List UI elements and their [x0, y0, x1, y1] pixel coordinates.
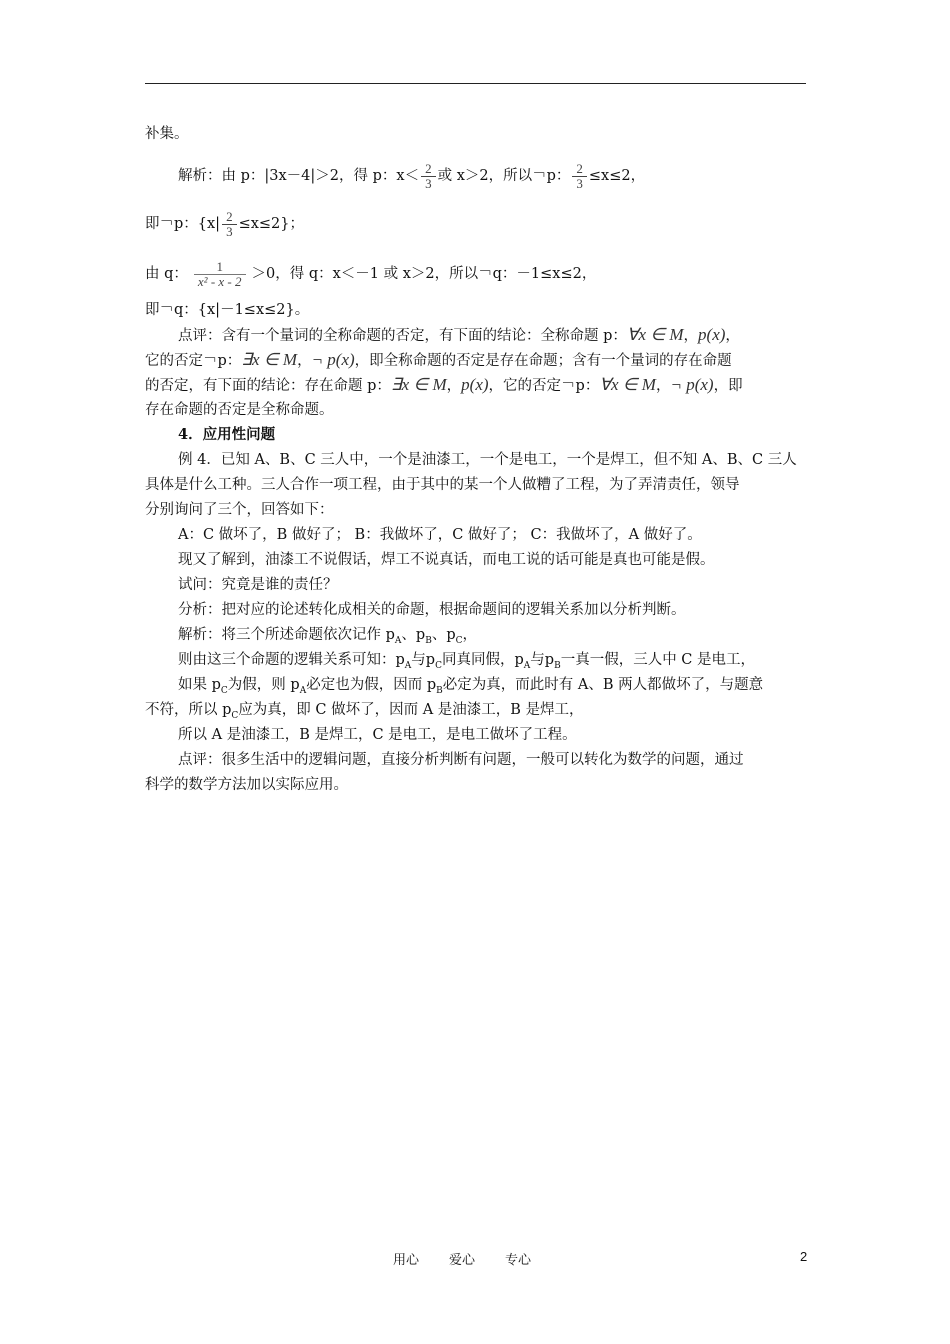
- text-span: 例 4．已知 A、B、C 三人中，一个是油漆工，一个是电工，一个是焊工，但不知 A、B、C 三人: [178, 452, 797, 468]
- text-line-21: [145, 700, 584, 726]
- math-not-px: ¬ p(x): [670, 375, 714, 394]
- text-line-2: [178, 162, 645, 190]
- text-span: ，: [655, 378, 671, 394]
- subscript: B: [554, 660, 561, 671]
- math-px: p(x): [461, 375, 489, 394]
- text-span: 一真一假，三人中 C 是电工，: [560, 652, 756, 668]
- text-span: 则由这三个命题的逻辑关系可知：: [178, 652, 396, 668]
- text-line-18: [178, 625, 477, 651]
- text-line-14: [178, 525, 702, 545]
- text-line-17: [178, 600, 686, 620]
- text-line-11: [178, 450, 797, 470]
- frac-num: 2: [576, 161, 583, 176]
- frac-num: 2: [226, 209, 233, 224]
- subscript: B: [425, 635, 432, 646]
- text-span: ≤x≤2，: [588, 168, 646, 185]
- text-line-13: [145, 500, 334, 520]
- footer-text: 用心: [393, 1253, 420, 1268]
- text-span: 4．应用性问题: [178, 426, 276, 443]
- frac-den: 3: [421, 176, 436, 191]
- text-span: 同真同假，: [441, 652, 515, 668]
- text-line-5: [145, 300, 309, 320]
- text-span: 分析：把对应的论述转化成相关的命题，根据命题间的逻辑关系加以分析判断。: [178, 602, 686, 618]
- text-line-23: [178, 750, 744, 770]
- footer-text: 专心: [505, 1253, 532, 1268]
- text-line-7: [145, 350, 732, 371]
- text-span: 必定也为假，因而: [306, 677, 423, 693]
- text-span: p: [385, 627, 395, 643]
- section-heading: [178, 425, 275, 445]
- frac-den: 3: [222, 224, 237, 239]
- text-span: p: [415, 627, 426, 643]
- text-span: 为假，则: [227, 677, 286, 693]
- frac-num: 1: [216, 259, 223, 274]
- text-span: 即￢q：{x|－1≤x≤2}。: [145, 302, 310, 318]
- text-span: ，即全称命题的否定是存在命题；含有一个量词的存在命题: [354, 353, 732, 369]
- fraction-two-thirds: [572, 162, 587, 190]
- text-line-15: [178, 550, 715, 570]
- text-span: p: [514, 652, 524, 668]
- text-line-16: [178, 575, 338, 595]
- subscript: A: [299, 685, 307, 696]
- text-span: 与: [530, 652, 545, 668]
- text-span: ，: [446, 378, 462, 394]
- text-span: 解析：由 p：|3x－4|＞2，得 p：x＜: [178, 168, 420, 185]
- fraction-two-thirds: [421, 162, 436, 190]
- text-span: 补集。: [145, 126, 189, 142]
- text-span: 试问：究竟是谁的责任？: [178, 577, 338, 593]
- math-exists: ∃x ∈ M: [390, 375, 447, 394]
- text-span: ，: [683, 328, 699, 344]
- text-span: p: [446, 627, 456, 643]
- frac-den: x² - x - 2: [194, 274, 246, 289]
- text-span: p: [544, 652, 555, 668]
- text-span: p: [426, 677, 437, 693]
- text-span: A：C 做坏了，B 做好了； B：我做坏了，C 做好了； C：我做坏了，A 做好了。: [178, 527, 702, 543]
- subscript: A: [523, 660, 531, 671]
- text-span: 应为真，即 C 做坏了，因而 A 是油漆工，B 是焊工，: [238, 702, 584, 718]
- math-forall: ∀x ∈ M: [599, 375, 656, 394]
- text-span: ＞0，得 q：x＜－1 或 x＞2，所以￢q：－1≤x≤2，: [251, 266, 597, 283]
- text-line-8: [145, 375, 743, 396]
- text-span: p: [395, 652, 405, 668]
- text-line-1: [145, 124, 189, 144]
- text-span: 、: [401, 627, 416, 643]
- text-span: 或 x＞2，所以￢p：: [437, 168, 571, 185]
- text-span: 即￢p：{x|: [145, 216, 221, 233]
- text-span: 分别询问了三个，回答如下：: [145, 502, 334, 518]
- text-span: 的否定，有下面的结论：存在命题 p：: [145, 378, 391, 394]
- text-span: 解析：将三个所述命题依次记作: [178, 627, 381, 643]
- text-span: 所以 A 是油漆工，B 是焊工，C 是电工，是电工做坏了工程。: [178, 727, 577, 743]
- text-span: 点评：含有一个量词的全称命题的否定，有下面的结论：全称命题 p：: [178, 328, 627, 344]
- text-span: 必定为真，而此时有 A、B 两人都做坏了，与题意: [442, 677, 764, 693]
- header-rule: [145, 83, 806, 84]
- subscript: C: [455, 635, 463, 646]
- math-px: p(x): [698, 325, 726, 344]
- text-span: p: [222, 702, 232, 718]
- text-line-3: [145, 210, 304, 238]
- subscript: C: [220, 685, 228, 696]
- text-span: ，: [297, 353, 312, 369]
- text-line-24: [145, 775, 348, 795]
- text-span: 由 q：: [145, 266, 188, 283]
- text-span: 与: [411, 652, 426, 668]
- text-span: ，它的否定￢p：: [488, 378, 600, 394]
- text-span: 、: [431, 627, 447, 643]
- footer-text: 爱心: [449, 1253, 476, 1268]
- frac-den: 3: [572, 176, 587, 191]
- text-line-4: [145, 260, 596, 288]
- math-not-px: ¬ p(x): [311, 350, 355, 369]
- text-span: ，即: [713, 378, 743, 394]
- subscript: A: [394, 635, 402, 646]
- text-span: p: [425, 652, 436, 668]
- text-span: ≤x≤2}；: [238, 216, 305, 233]
- subscript: B: [436, 685, 443, 696]
- text-span: 如果: [178, 677, 207, 693]
- text-line-22: [178, 725, 577, 745]
- fraction-q: [194, 260, 246, 288]
- math-exists: ∃x ∈ M: [241, 350, 298, 369]
- text-line-20: [178, 675, 763, 701]
- text-span: 它的否定￢p：: [145, 353, 242, 369]
- subscript: A: [404, 660, 412, 671]
- page-number: 2: [800, 1249, 808, 1264]
- text-span: 具体是什么工种。三人合作一项工程，由于其中的某一个人做糟了工程，为了弄清责任，领导: [145, 477, 740, 493]
- subscript: C: [435, 660, 442, 671]
- text-span: 不符，所以: [145, 702, 218, 718]
- fraction-two-thirds: [222, 210, 237, 238]
- text-span: p: [211, 677, 221, 693]
- frac-num: 2: [425, 161, 432, 176]
- text-span: 点评：很多生活中的逻辑问题，直接分析判断有问题，一般可以转化为数学的问题，通过: [178, 752, 744, 768]
- text-span: p: [290, 677, 300, 693]
- subscript: C: [231, 710, 239, 721]
- text-span: ，: [462, 627, 478, 643]
- text-span: 存在命题的否定是全称命题。: [145, 402, 334, 418]
- text-line-6: [178, 325, 740, 346]
- text-span: ，: [725, 328, 740, 344]
- text-span: 科学的数学方法加以实际应用。: [145, 777, 348, 793]
- text-line-19: [178, 650, 755, 676]
- text-line-12: [145, 475, 740, 495]
- text-span: 现又了解到，油漆工不说假话，焊工不说真话，而电工说的话可能是真也可能是假。: [178, 552, 715, 568]
- text-line-9: [145, 400, 334, 420]
- math-forall: ∀x ∈ M: [626, 325, 684, 344]
